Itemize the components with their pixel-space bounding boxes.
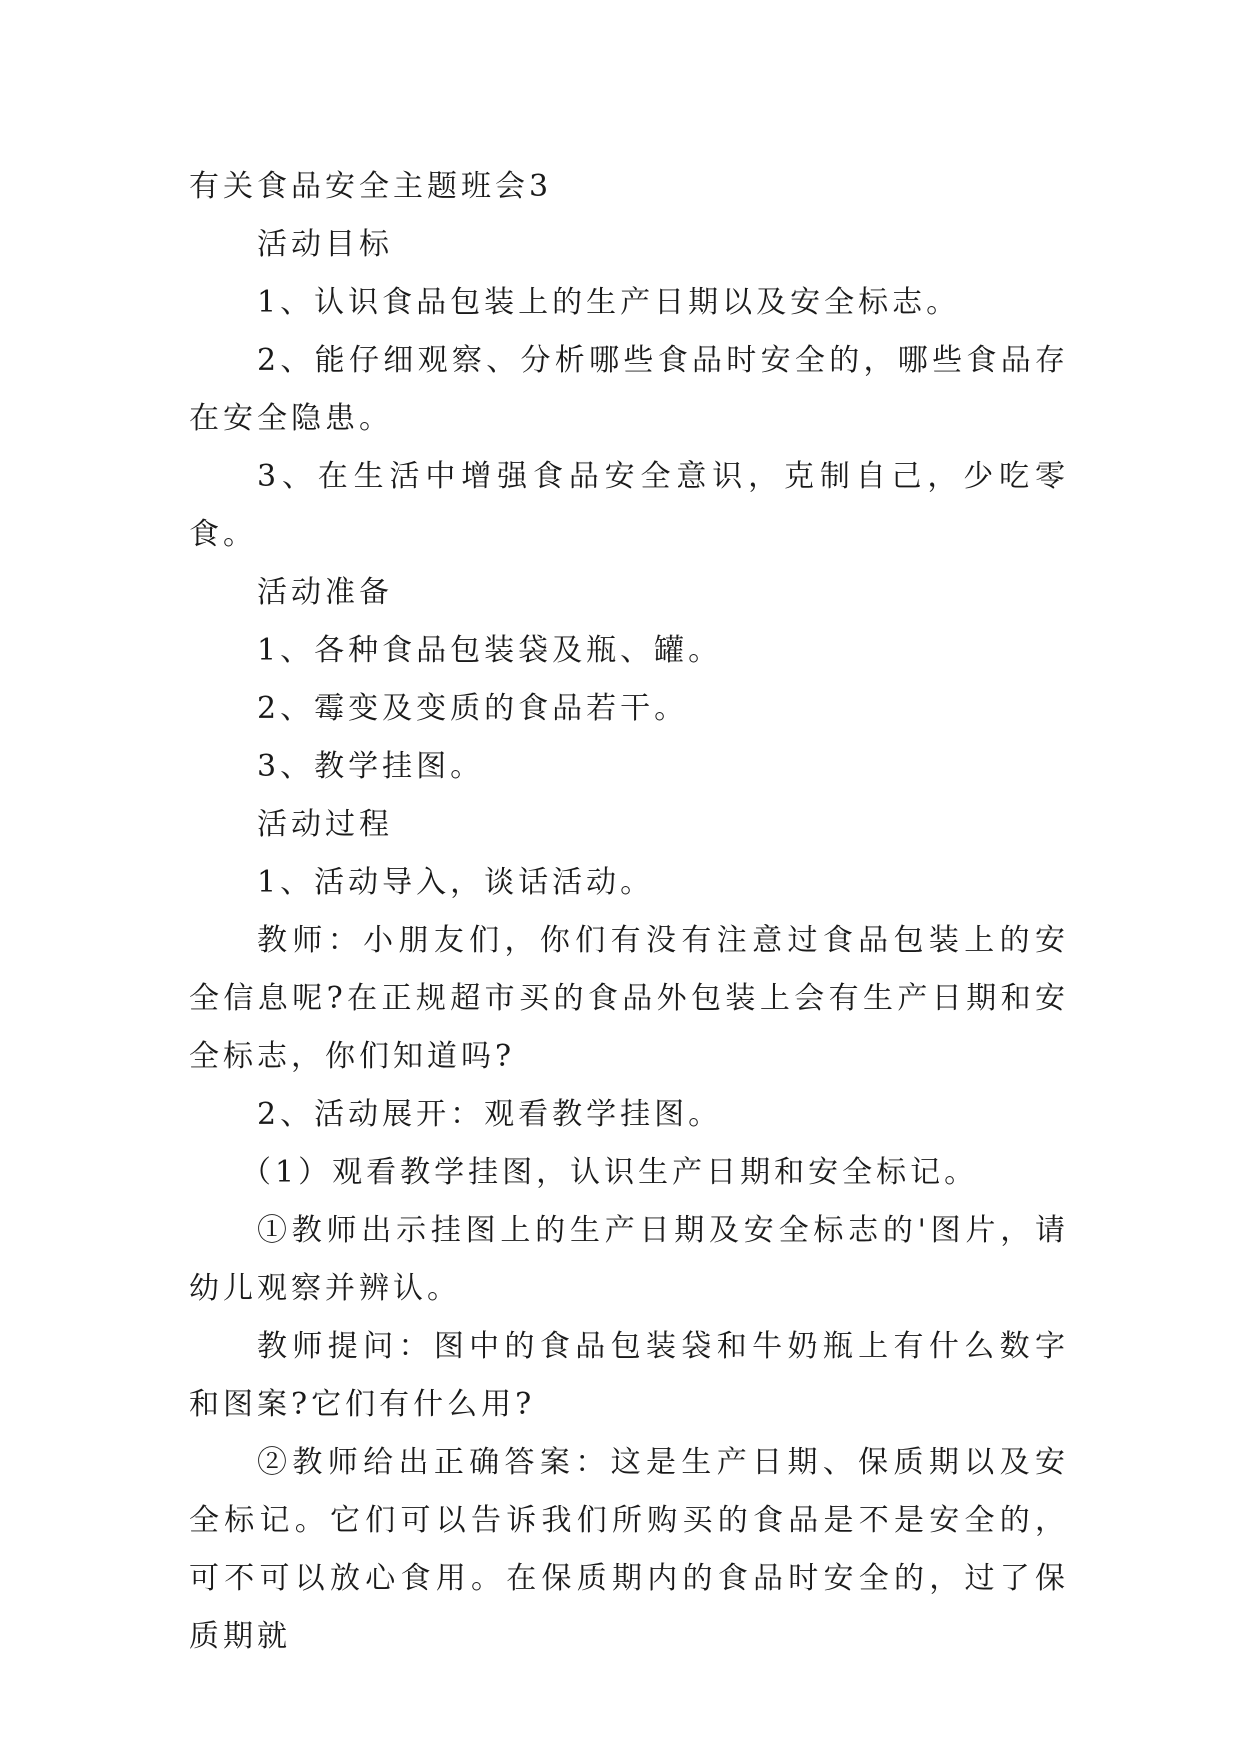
section-heading-preparation: 活动准备: [257, 575, 393, 610]
paragraph: 2、能仔细观察、分析哪些食品时安全的，哪些食品存在安全隐患。: [189, 343, 1069, 436]
paragraph: 2、霉变及变质的食品若干。: [257, 691, 689, 726]
paragraph: 1、认识食品包装上的生产日期以及安全标志。: [257, 285, 961, 320]
paragraph: 3、在生活中增强食品安全意识，克制自己，少吃零食。: [189, 459, 1069, 552]
paragraph: （1）观看教学挂图，认识生产日期和安全标记。: [241, 1155, 979, 1190]
section-heading-goals: 活动目标: [257, 227, 393, 262]
section-heading-process: 活动过程: [257, 807, 393, 842]
paragraph: 教师提问：图中的食品包装袋和牛奶瓶上有什么数字和图案?它们有什么用?: [189, 1329, 1069, 1422]
paragraph: 3、教学挂图。: [257, 749, 485, 784]
document-body: [189, 158, 1069, 1666]
paragraph: 教师：小朋友们，你们有没有注意过食品包装上的安全信息呢?在正规超市买的食品外包装上会有生产日期和安全标志，你们知道吗?: [189, 923, 1069, 1074]
paragraph: 1、活动导入，谈话活动。: [257, 865, 655, 900]
document-title: 有关食品安全主题班会3: [189, 169, 553, 204]
paragraph: ②教师给出正确答案：这是生产日期、保质期以及安全标记。它们可以告诉我们所购买的食品是不是安全的，可不可以放心食用。在保质期内的食品时安全的，过了保质期就: [189, 1445, 1069, 1654]
paragraph: ①教师出示挂图上的生产日期及安全标志的'图片，请幼儿观察并辨认。: [189, 1213, 1069, 1306]
paragraph: 2、活动展开：观看教学挂图。: [257, 1097, 723, 1132]
paragraph: 1、各种食品包装袋及瓶、罐。: [257, 633, 723, 668]
